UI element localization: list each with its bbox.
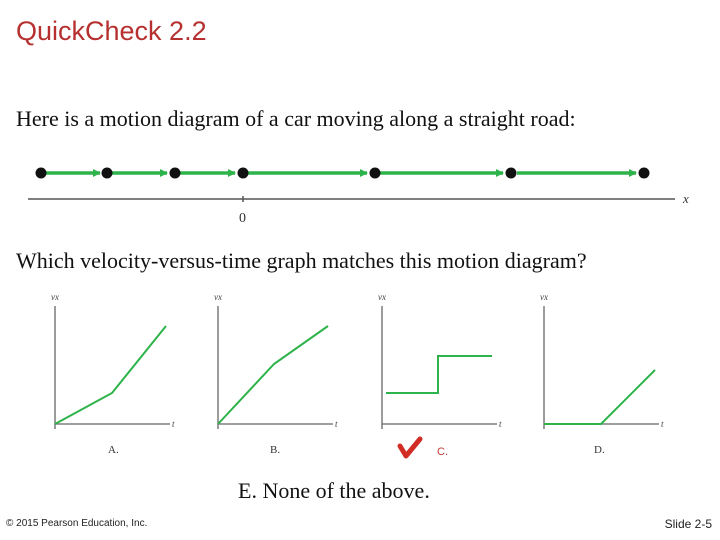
option-d-label: D. — [594, 444, 605, 456]
t-label: t — [172, 419, 175, 429]
vx-label: vx — [51, 292, 59, 302]
velocity-curve — [544, 370, 655, 424]
position-dot — [370, 168, 381, 179]
graph-c[interactable] — [378, 292, 502, 458]
graph-b[interactable] — [214, 292, 338, 456]
option-b-label: B. — [270, 444, 281, 456]
x-axis-label: x — [683, 191, 689, 206]
option-e[interactable]: E. None of the above. — [238, 478, 430, 503]
t-label: t — [499, 419, 502, 429]
graph-d[interactable] — [540, 292, 664, 456]
answer-graphs — [30, 288, 700, 460]
checkmark-icon — [400, 439, 420, 456]
slide-title: QuickCheck 2.2 — [16, 16, 207, 46]
motion-diagram — [20, 158, 710, 228]
graph-a[interactable] — [51, 292, 175, 456]
position-dot — [170, 168, 181, 179]
slide-number: Slide 2-5 — [664, 517, 712, 531]
position-dot — [102, 168, 113, 179]
prompt-text: Here is a motion diagram of a car moving along a straight road: — [16, 106, 576, 131]
option-c-label: C. — [437, 446, 448, 458]
vx-label: vx — [214, 292, 222, 302]
position-dot — [36, 168, 47, 179]
position-dot — [238, 168, 249, 179]
position-dot — [506, 168, 517, 179]
vx-label: vx — [378, 292, 386, 302]
t-label: t — [661, 419, 664, 429]
velocity-curve — [55, 326, 166, 424]
copyright: © 2015 Pearson Education, Inc. — [6, 518, 148, 529]
position-dot — [639, 168, 650, 179]
velocity-curve — [386, 356, 492, 393]
question-text: Which velocity-versus-time graph matches this motion diagram? — [16, 248, 587, 273]
origin-label: 0 — [239, 211, 246, 226]
vx-label: vx — [540, 292, 548, 302]
velocity-curve — [218, 326, 328, 424]
option-a-label: A. — [108, 444, 119, 456]
t-label: t — [335, 419, 338, 429]
